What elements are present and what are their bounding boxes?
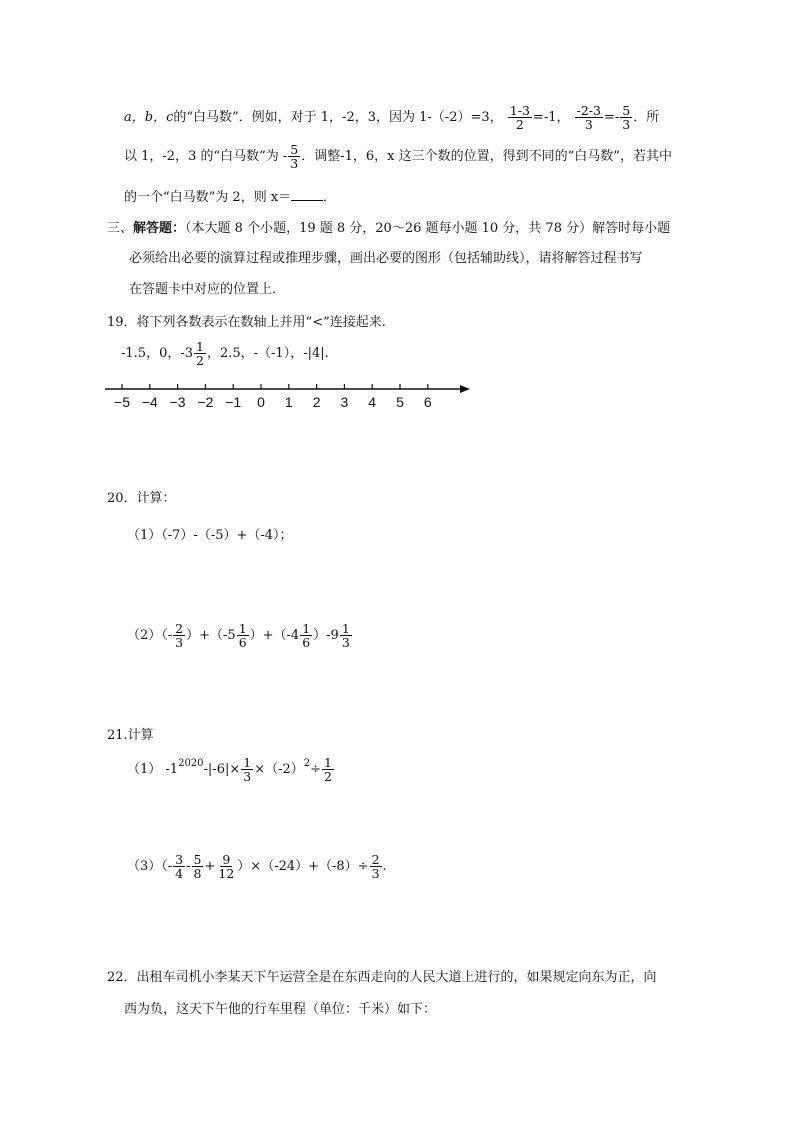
fraction: $\frac{1}{3}$ (243, 755, 252, 785)
section-heading: 三、解答题：（本大题 8 个小题，19 题 8 分，20～26 题每小题 10 分，共 78 分）解答时每小题 (107, 221, 671, 236)
q21-title: 21.计算 (107, 728, 154, 743)
arrow-head-icon (460, 385, 470, 393)
fraction: $\frac{-2-3}{3}$ (576, 103, 601, 133)
section-instructions-2: 必须给出必要的演算过程或推理步骤，画出必要的图形（包括辅助线），请将解答过程书写 (129, 251, 643, 266)
section-instructions-3: 在答题卡中对应的位置上． (129, 282, 286, 297)
fraction: $\frac{9}{12}$ (218, 852, 235, 882)
axis-tick-label: −5 (114, 394, 130, 410)
axis-tick-label: −4 (141, 394, 158, 410)
q20-part-2: （2）（- $\frac{2}{3}$ ）+（-5 $\frac{1}{6}$ ）+（-4 $\frac{1}{6}$ ）-9 $\frac{1}{3}$ (127, 621, 350, 651)
q21-part-1: （1） $-1^{2020}-|-6|\times$ $\frac{1}{3}$ $\times(-2)^2\div$ $\frac{1}{2}$ (127, 755, 332, 785)
fraction: $\frac{1-3}{2}$ (509, 103, 530, 133)
intro-line-2: 以 1，-2，3 的“白马数”为 - $\frac{5}{3}$ ．调整-1，6，x 这三个数的位置，得到不同的“白马数”，若其中 (124, 142, 672, 172)
axis-tick-label: 3 (340, 394, 349, 410)
fraction: $\frac{5}{3}$ (290, 142, 299, 172)
q21-part-3: （3）（- $\frac{3}{4}$ - $\frac{5}{8}$ + $\frac{9}{12}$ ）×（-24）+（-8）÷ $\frac{2}{3}$ . (127, 852, 387, 882)
axis-tick-label: 5 (396, 394, 404, 410)
fraction: $\frac{1}{6}$ (302, 621, 311, 651)
axis-tick-label: 0 (257, 394, 265, 410)
axis-tick-label: −3 (169, 394, 186, 410)
answer-blank (291, 188, 323, 201)
q20-part-1: （1）（-7）-（-5）+（-4）； (127, 528, 293, 543)
fraction: $\frac{1}{2}$ (324, 755, 332, 785)
intro-line-1: a，b，c的“白马数”．例如，对于 1，-2，3，因为 1-（-2）=3， $\frac{1-3}{2}$ =-1， $\frac{-2-3}{3}$ =- $\frac{5}{3}$ ．所 (124, 103, 660, 133)
axis-tick-label: 1 (284, 394, 293, 410)
q22-line-1: 22．出租车司机小李某天下午运营全是在东西走向的人民大道上进行的，如果规定向东为正，向 (107, 970, 657, 985)
fraction: $\frac{3}{4}$ (175, 852, 184, 882)
fraction: $\frac{5}{3}$ (622, 103, 631, 133)
intro-text: 的“白马数”．例如，对于 1，-2，3，因为 (173, 110, 415, 126)
axis-tick-label: 4 (368, 394, 377, 410)
q19-numbers: -1.5，0，-3 $\frac{1}{2}$ ，2.5，-（-1），-|4|. (121, 339, 329, 369)
intro-expr: 1-（-2）=3， (419, 110, 503, 126)
q22-line-2: 西为负，这天下午他的行车里程（单位：千米）如下： (124, 1002, 437, 1017)
q20-title: 20．计算： (107, 491, 176, 506)
axis-tick-label: 6 (423, 394, 432, 410)
fraction: $\frac{1}{6}$ (238, 621, 247, 651)
axis-tick-label: −1 (225, 394, 242, 410)
fraction: $\frac{1}{2}$ (196, 339, 204, 369)
fraction: $\frac{1}{3}$ (341, 621, 350, 651)
intro-vars: a，b，c (124, 110, 174, 126)
fraction: $\frac{2}{3}$ (371, 852, 380, 882)
fraction: $\frac{5}{8}$ (193, 852, 202, 882)
q19-title: 19．将下列各数表示在数轴上并用“<”连接起来. (107, 315, 386, 330)
axis-tick-label: 2 (312, 394, 321, 410)
intro-line-3: 的一个“白马数”为 2，则 x＝ ． (124, 190, 337, 205)
fraction: $\frac{2}{3}$ (175, 621, 184, 651)
axis-tick-label: −2 (197, 394, 214, 410)
